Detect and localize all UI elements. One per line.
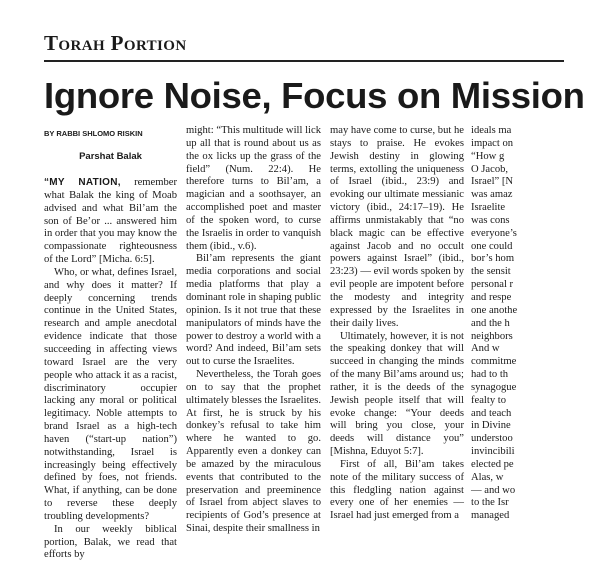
column-line: managed xyxy=(471,510,510,522)
column-line: invincibili xyxy=(471,446,515,458)
column-line: Alas, w xyxy=(471,471,504,483)
column-line: everyone’s xyxy=(471,227,517,239)
paragraph: In our weekly biblical portion, Balak, we read that efforts by xyxy=(44,523,177,561)
column-line: personal r xyxy=(471,279,514,291)
text-column-1 xyxy=(44,177,177,562)
column-line: to the Isr xyxy=(471,497,509,509)
text-column-3 xyxy=(330,125,464,523)
column-line: and the h xyxy=(471,317,510,329)
column-line: the sensit xyxy=(471,266,511,278)
paragraph: First of all, Bil’am takes note of the military success of this fledgling nation against every one of her enemies — Israel had just emerged from a xyxy=(330,458,464,522)
column-line: was cons xyxy=(471,214,510,226)
article-byline: BY RABBI SHLOMO RISKIN xyxy=(44,129,143,138)
column-line: in Divine xyxy=(471,420,511,432)
column-line: Israel” [N xyxy=(471,176,514,188)
article-headline: Ignore Noise, Focus on Mission xyxy=(44,75,585,116)
column-line: synagogue xyxy=(471,381,517,393)
paragraph: Bil’am represents the giant media corporations and social media platforms that play a dominant role in shaping public opinion. Is it not true that these manipulators of minds have the power to destroy a world with a word? And indeed, Bil’am sets out to curse the Israelites. xyxy=(186,253,321,368)
paragraph: might: “This multitude will lick up all that is round about us as the ox licks up the grass of the field” (Num. 22:4). He therefore turns to Bil’am, a magician and a soothsayer, an accomplished poet and master of the spoken word, to curse the Israelis in order to vanquish them (ibid., v.6). xyxy=(186,125,321,252)
column-line: Israelite xyxy=(471,202,506,214)
column-line: was amaz xyxy=(471,189,513,201)
column-line: and respe xyxy=(471,291,512,303)
column-line: — and wo xyxy=(471,484,516,496)
column-line: had to th xyxy=(471,369,509,381)
column-line: ideals ma xyxy=(471,125,512,136)
column-line: and teach xyxy=(471,407,512,419)
text-column-4 xyxy=(471,125,605,523)
article-kicker: Parshat Balak xyxy=(79,151,142,162)
column-line: impact on xyxy=(471,137,514,149)
column-line: “How g xyxy=(471,150,505,162)
column-line: understoo xyxy=(471,433,513,445)
text-column-2 xyxy=(186,125,321,536)
column-line: fealty to xyxy=(471,394,507,406)
column-line: O Jacob, xyxy=(471,163,509,175)
paragraph: may have come to curse, but he stays to praise. He evokes Jewish destiny in glowing terms, extolling the uniqueness of Israel (ibid., 23:9) and evoking our ultimate messianic victory (ibid., 24:17–19). He affirms unmistakably that “no black magic can be effective against Jacob and no occult powers against Israel” (ibid., 23:23) — evil words spoken by evil people are impotent before the modesty and integrity expressed by the Israelites in their daily lives. xyxy=(330,125,464,329)
column-line: elected pe xyxy=(471,458,514,470)
column-line: neighbors xyxy=(471,330,513,342)
column-line: And w xyxy=(471,343,500,355)
paragraph: Ultimately, however, it is not the speaking donkey that will succeed in changing the minds of the many Bil’ams around us; rather, it is the deeds of the Jewish people itself that will evoke change: “Your deeds will bring you close, your deeds will distance you” [Mishna, Eduyot 5:7]. xyxy=(330,330,464,458)
paragraph-text: remember what Balak the king of Moab advised and what Bil’am the son of Be’or ... answered him in order that you may know the compassionate righteousness of the Lord” [Micha. 6:5]. xyxy=(44,177,178,266)
column-line: commitme xyxy=(471,356,517,368)
column-line: bor’s hom xyxy=(471,253,515,265)
paragraph: Who, or what, defines Israel, and why does it matter? If deeply concerning trends continue in the United States, research and ample anecdotal evidence indicate that those succeeding in affecting views toward Israel are the very people who attack it as a racist, discriminatory occupier lacking any moral or political legitimacy. Noble attempts to brand Israel as a high-tech haven (“start-up nation”) notwithstanding, Israel is increasingly being effectively defined by foes, not friends. What, if anything, can be done to reverse these deeply troubling developments? xyxy=(44,266,177,522)
section-title: Torah Portion xyxy=(44,31,187,55)
section-rule xyxy=(44,60,564,62)
column-line: one anothe xyxy=(471,304,518,316)
column-line: one could xyxy=(471,240,513,252)
paragraph: Nevertheless, the Torah goes on to say that the prophet ultimately blesses the Israelites. At first, he is struck by his donkey’s refusal to take him where he wanted to go. Apparently even a donkey can be amazed by the miraculous events that contributed to the preservation and preeminence of Israel from abject slaves to recipients of God’s presence at Sinai, despite their smallness in xyxy=(186,369,321,535)
paragraph xyxy=(44,177,177,267)
lead-in: “MY NATION, xyxy=(44,177,121,188)
